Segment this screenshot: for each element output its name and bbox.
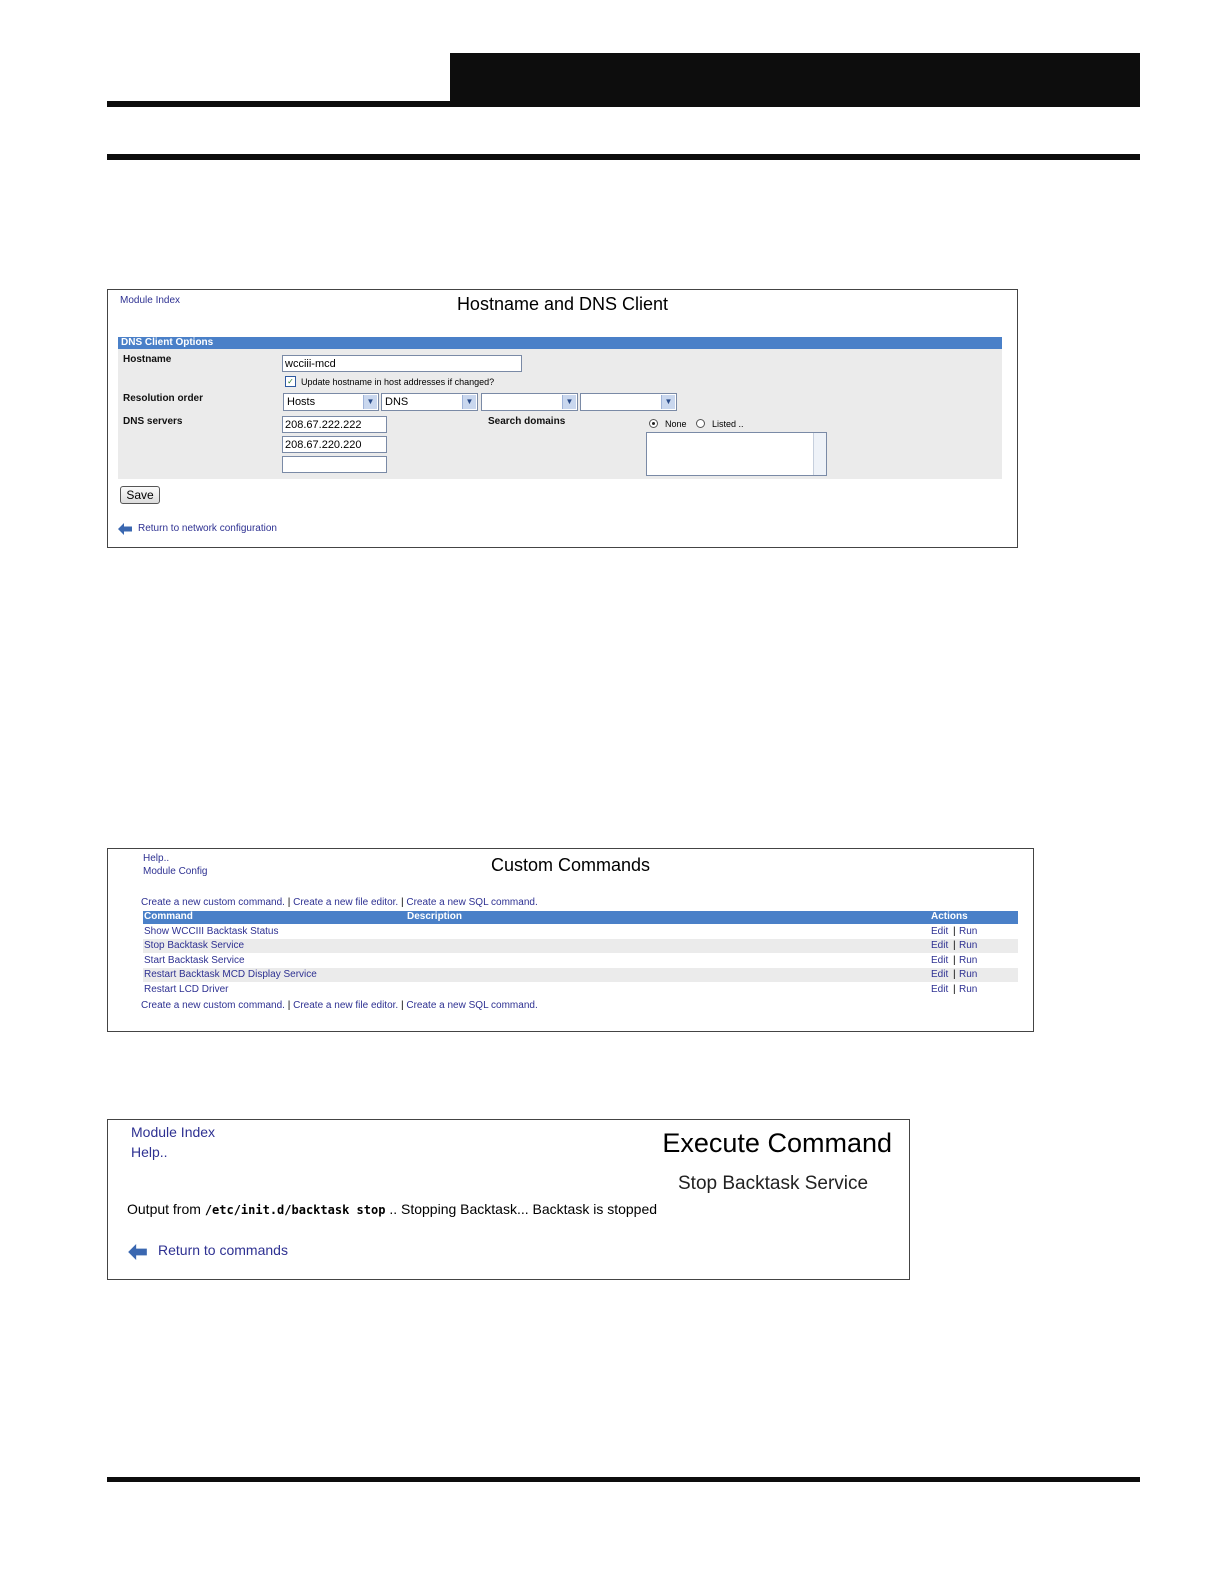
command-link[interactable]: Stop Backtask Service bbox=[144, 940, 245, 951]
command-link[interactable]: Start Backtask Service bbox=[144, 955, 245, 966]
search-listed-label: Listed .. bbox=[712, 419, 744, 429]
module-index-link[interactable]: Module Index bbox=[131, 1124, 216, 1140]
command-link[interactable]: Restart Backtask MCD Display Service bbox=[144, 969, 317, 980]
column-header-actions: Actions bbox=[931, 911, 968, 922]
back-arrow-icon bbox=[118, 523, 132, 535]
create-file-editor-link[interactable]: Create a new file editor. bbox=[293, 1000, 399, 1011]
chevron-down-icon: ▼ bbox=[462, 395, 476, 409]
commands-table-header bbox=[143, 911, 1018, 924]
command-link[interactable]: Show WCCIII Backtask Status bbox=[144, 926, 279, 937]
module-config-link[interactable]: Module Config bbox=[143, 866, 208, 877]
hostname-label: Hostname bbox=[123, 354, 172, 365]
link-separator: | bbox=[400, 1000, 404, 1011]
edit-link[interactable]: Edit bbox=[931, 926, 949, 937]
command-subtitle: Stop Backtask Service bbox=[678, 1173, 869, 1194]
page-header-rule bbox=[107, 101, 1140, 107]
create-file-editor-link[interactable]: Create a new file editor. bbox=[293, 897, 399, 908]
link-separator: | bbox=[400, 897, 404, 908]
resolution-select-1[interactable] bbox=[283, 393, 379, 411]
create-links-top bbox=[141, 897, 538, 908]
help-link[interactable]: Help.. bbox=[143, 853, 170, 864]
link-separator: | bbox=[953, 926, 956, 937]
custom-commands-screenshot bbox=[107, 848, 1034, 1032]
link-separator: | bbox=[953, 984, 956, 995]
hostname-input[interactable]: wcciii-mcd bbox=[282, 355, 522, 372]
scrollbar[interactable] bbox=[813, 433, 826, 475]
dns-server-input-3[interactable] bbox=[282, 456, 387, 473]
run-link[interactable]: Run bbox=[959, 984, 978, 995]
command-link[interactable]: Restart LCD Driver bbox=[144, 984, 229, 995]
run-link[interactable]: Run bbox=[959, 955, 978, 966]
chevron-down-icon: ▼ bbox=[661, 395, 675, 409]
column-header-description: Description bbox=[407, 911, 463, 922]
output-command: /etc/init.d/backtask stop bbox=[204, 1203, 386, 1217]
resolution-select-2[interactable] bbox=[381, 393, 478, 411]
page-footer-rule bbox=[107, 1477, 1140, 1482]
dns-client-screenshot bbox=[107, 289, 1018, 548]
dns-servers-label: DNS servers bbox=[123, 416, 183, 427]
search-listed-radio[interactable] bbox=[696, 419, 705, 428]
link-separator: | bbox=[287, 897, 291, 908]
module-index-link[interactable]: Module Index bbox=[120, 295, 181, 306]
search-domains-textarea[interactable] bbox=[646, 432, 827, 476]
table-row bbox=[143, 954, 1018, 968]
search-none-radio[interactable] bbox=[649, 419, 658, 428]
page-title: Execute Command bbox=[662, 1128, 892, 1158]
update-hosts-label: Update hostname in host addresses if changed? bbox=[301, 377, 495, 387]
search-domains-label: Search domains bbox=[488, 416, 566, 427]
help-link[interactable]: Help.. bbox=[131, 1144, 168, 1160]
update-hosts-checkbox[interactable]: ✓ bbox=[285, 376, 296, 387]
run-link[interactable]: Run bbox=[959, 926, 978, 937]
resolution-order-label: Resolution order bbox=[123, 393, 204, 404]
back-arrow-icon bbox=[128, 1244, 147, 1260]
save-button[interactable]: Save bbox=[120, 486, 160, 504]
resolution-select-1-value: Hosts bbox=[287, 396, 316, 408]
section-header: DNS Client Options bbox=[118, 337, 1002, 349]
edit-link[interactable]: Edit bbox=[931, 969, 949, 980]
dns-server-input-1[interactable]: 208.67.222.222 bbox=[282, 416, 387, 433]
create-custom-command-link[interactable]: Create a new custom command. bbox=[141, 1000, 285, 1011]
create-sql-command-link[interactable]: Create a new SQL command. bbox=[406, 1000, 538, 1011]
dns-server-input-2[interactable]: 208.67.220.220 bbox=[282, 436, 387, 453]
return-commands-link[interactable]: Return to commands bbox=[158, 1242, 288, 1258]
create-custom-command-link[interactable]: Create a new custom command. bbox=[141, 897, 285, 908]
return-network-config-link[interactable]: Return to network configuration bbox=[138, 523, 277, 534]
edit-link[interactable]: Edit bbox=[931, 955, 949, 966]
table-row bbox=[143, 925, 1018, 939]
output-text: .. Stopping Backtask... Backtask is stopped bbox=[389, 1201, 658, 1217]
page-header-rule-lower bbox=[107, 154, 1140, 160]
page-title: Custom Commands bbox=[490, 855, 651, 875]
link-separator: | bbox=[287, 1000, 291, 1011]
create-sql-command-link[interactable]: Create a new SQL command. bbox=[406, 897, 538, 908]
table-row bbox=[143, 939, 1018, 953]
run-link[interactable]: Run bbox=[959, 969, 978, 980]
table-row bbox=[143, 983, 1018, 997]
create-links-bottom bbox=[141, 1000, 538, 1011]
resolution-select-2-value: DNS bbox=[385, 396, 409, 408]
output-prefix: Output from bbox=[127, 1201, 201, 1217]
link-separator: | bbox=[953, 969, 956, 980]
chevron-down-icon: ▼ bbox=[562, 395, 576, 409]
link-separator: | bbox=[953, 940, 956, 951]
execute-command-screenshot bbox=[107, 1119, 910, 1280]
column-header-command: Command bbox=[144, 911, 193, 922]
edit-link[interactable]: Edit bbox=[931, 940, 949, 951]
resolution-select-3[interactable] bbox=[481, 393, 578, 411]
link-separator: | bbox=[953, 955, 956, 966]
edit-link[interactable]: Edit bbox=[931, 984, 949, 995]
table-row bbox=[143, 968, 1018, 982]
resolution-select-4[interactable] bbox=[580, 393, 677, 411]
search-none-label: None bbox=[665, 419, 687, 429]
page-header-bar bbox=[450, 53, 1140, 101]
command-output bbox=[127, 1201, 657, 1217]
run-link[interactable]: Run bbox=[959, 940, 978, 951]
page-title: Hostname and DNS Client bbox=[456, 294, 669, 314]
chevron-down-icon: ▼ bbox=[363, 395, 377, 409]
